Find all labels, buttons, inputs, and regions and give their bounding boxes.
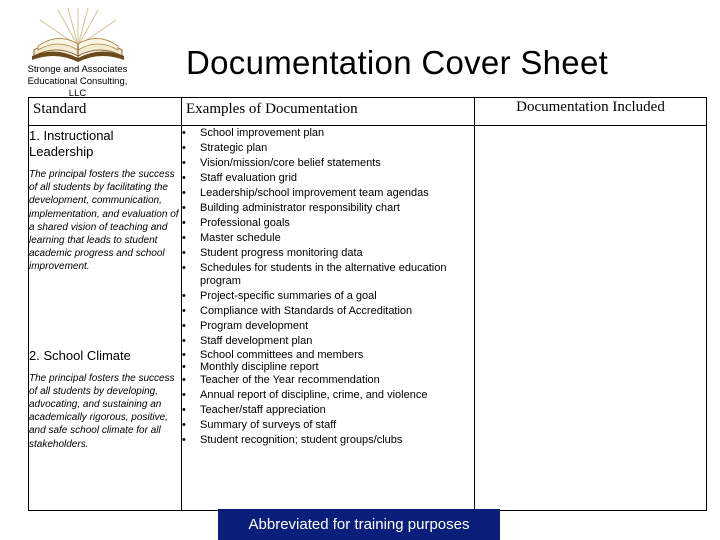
list-item [182,246,474,261]
standard-2-description: The principal fosters the success of all students by developing, advocating, and sustaining an academically rigorous, positive, and safe school climate for all stakeholders. [29,372,175,450]
table-row [29,126,707,511]
standard-1-title: 1. Instructional Leadership [29,128,114,159]
example-text: Teacher of the Year recommendation [200,374,380,386]
examples-list [182,126,474,448]
logo-line-3: LLC [68,88,87,99]
list-item [182,126,474,141]
example-text: School improvement plan [200,127,325,139]
example-text: Annual report of discipline, crime, and violence [200,389,428,401]
list-item [182,216,474,231]
standard-2-title: 2. School Climate [29,347,131,363]
list-item [182,388,474,403]
standard-2 [29,348,181,451]
header-documentation-included: Documentation Included [475,98,707,126]
list-item [182,319,474,334]
list-item [182,403,474,418]
header-row [29,98,707,126]
documentation-included-cell[interactable] [475,126,707,511]
example-text: Vision/mission/core belief statements [200,157,381,169]
bullet: • [182,320,186,332]
standard-1-description: The principal fosters the success of all students by facilitating the development, communication, implementation, and evaluation of a shared vision of teaching and learning that leads to student academic progress and school improvement. [29,169,179,273]
list-item [182,433,474,448]
open-book-icon [28,6,128,64]
bullet: • [182,232,186,244]
bullet: • [182,419,186,431]
example-text: Monthly discipline report [200,361,319,373]
bullet: • [182,142,186,154]
bullet: • [182,374,186,386]
example-text: School committees and members [200,349,364,361]
example-text: Strategic plan [200,142,268,154]
logo-line-2: Educational Consulting, [27,76,128,87]
example-text: Leadership/school improvement team agendas [200,187,429,199]
example-text: Student progress monitoring data [200,247,363,259]
list-item [182,349,474,361]
header-examples: Examples of Documentation [182,98,475,126]
example-text: Staff development plan [200,335,313,347]
bullet: • [182,217,186,229]
list-item [182,201,474,216]
example-text: Compliance with Standards of Accreditation [200,305,413,317]
list-item [182,334,474,349]
list-item [182,373,474,388]
bullet: • [182,247,186,259]
example-text: Project-specific summaries of a goal [200,290,377,302]
example-text: Student recognition; student groups/clubs [200,434,403,446]
page-title: Documentation Cover Sheet [186,44,609,81]
bullet: • [182,262,186,274]
list-item [182,418,474,433]
logo-text [10,64,145,100]
bullet: • [182,157,186,169]
example-text: Teacher/staff appreciation [200,404,326,416]
list-item [182,262,474,287]
examples-cell [182,126,475,511]
list-item [182,289,474,304]
example-text: Staff evaluation grid [200,172,298,184]
example-text: Building administrator responsibility chart [200,202,400,214]
bullet: • [182,361,186,373]
logo-line-1: Stronge and Associates [27,64,128,75]
bullet: • [182,434,186,446]
company-logo [10,6,130,99]
bullet: • [182,202,186,214]
bullet: • [182,335,186,347]
list-item [182,231,474,246]
list-item [182,171,474,186]
example-text: Summary of surveys of staff [200,419,337,431]
list-item [182,156,474,171]
example-text: Professional goals [200,217,290,229]
footer-banner: Abbreviated for training purposes [218,509,500,540]
list-item [182,186,474,201]
bullet: • [182,404,186,416]
example-text: Schedules for students in the alternative education program [200,262,447,287]
bullet: • [182,290,186,302]
documentation-table [28,97,707,511]
list-item [182,361,474,373]
header-standard: Standard [29,98,182,126]
bullet: • [182,349,186,361]
bullet: • [182,127,186,139]
bullet: • [182,389,186,401]
list-item [182,304,474,319]
bullet: • [182,305,186,317]
standards-cell [29,126,182,511]
bullet: • [182,187,186,199]
example-text: Program development [200,320,309,332]
example-text: Master schedule [200,232,281,244]
bullet: • [182,172,186,184]
list-item [182,141,474,156]
standard-1 [29,128,181,274]
